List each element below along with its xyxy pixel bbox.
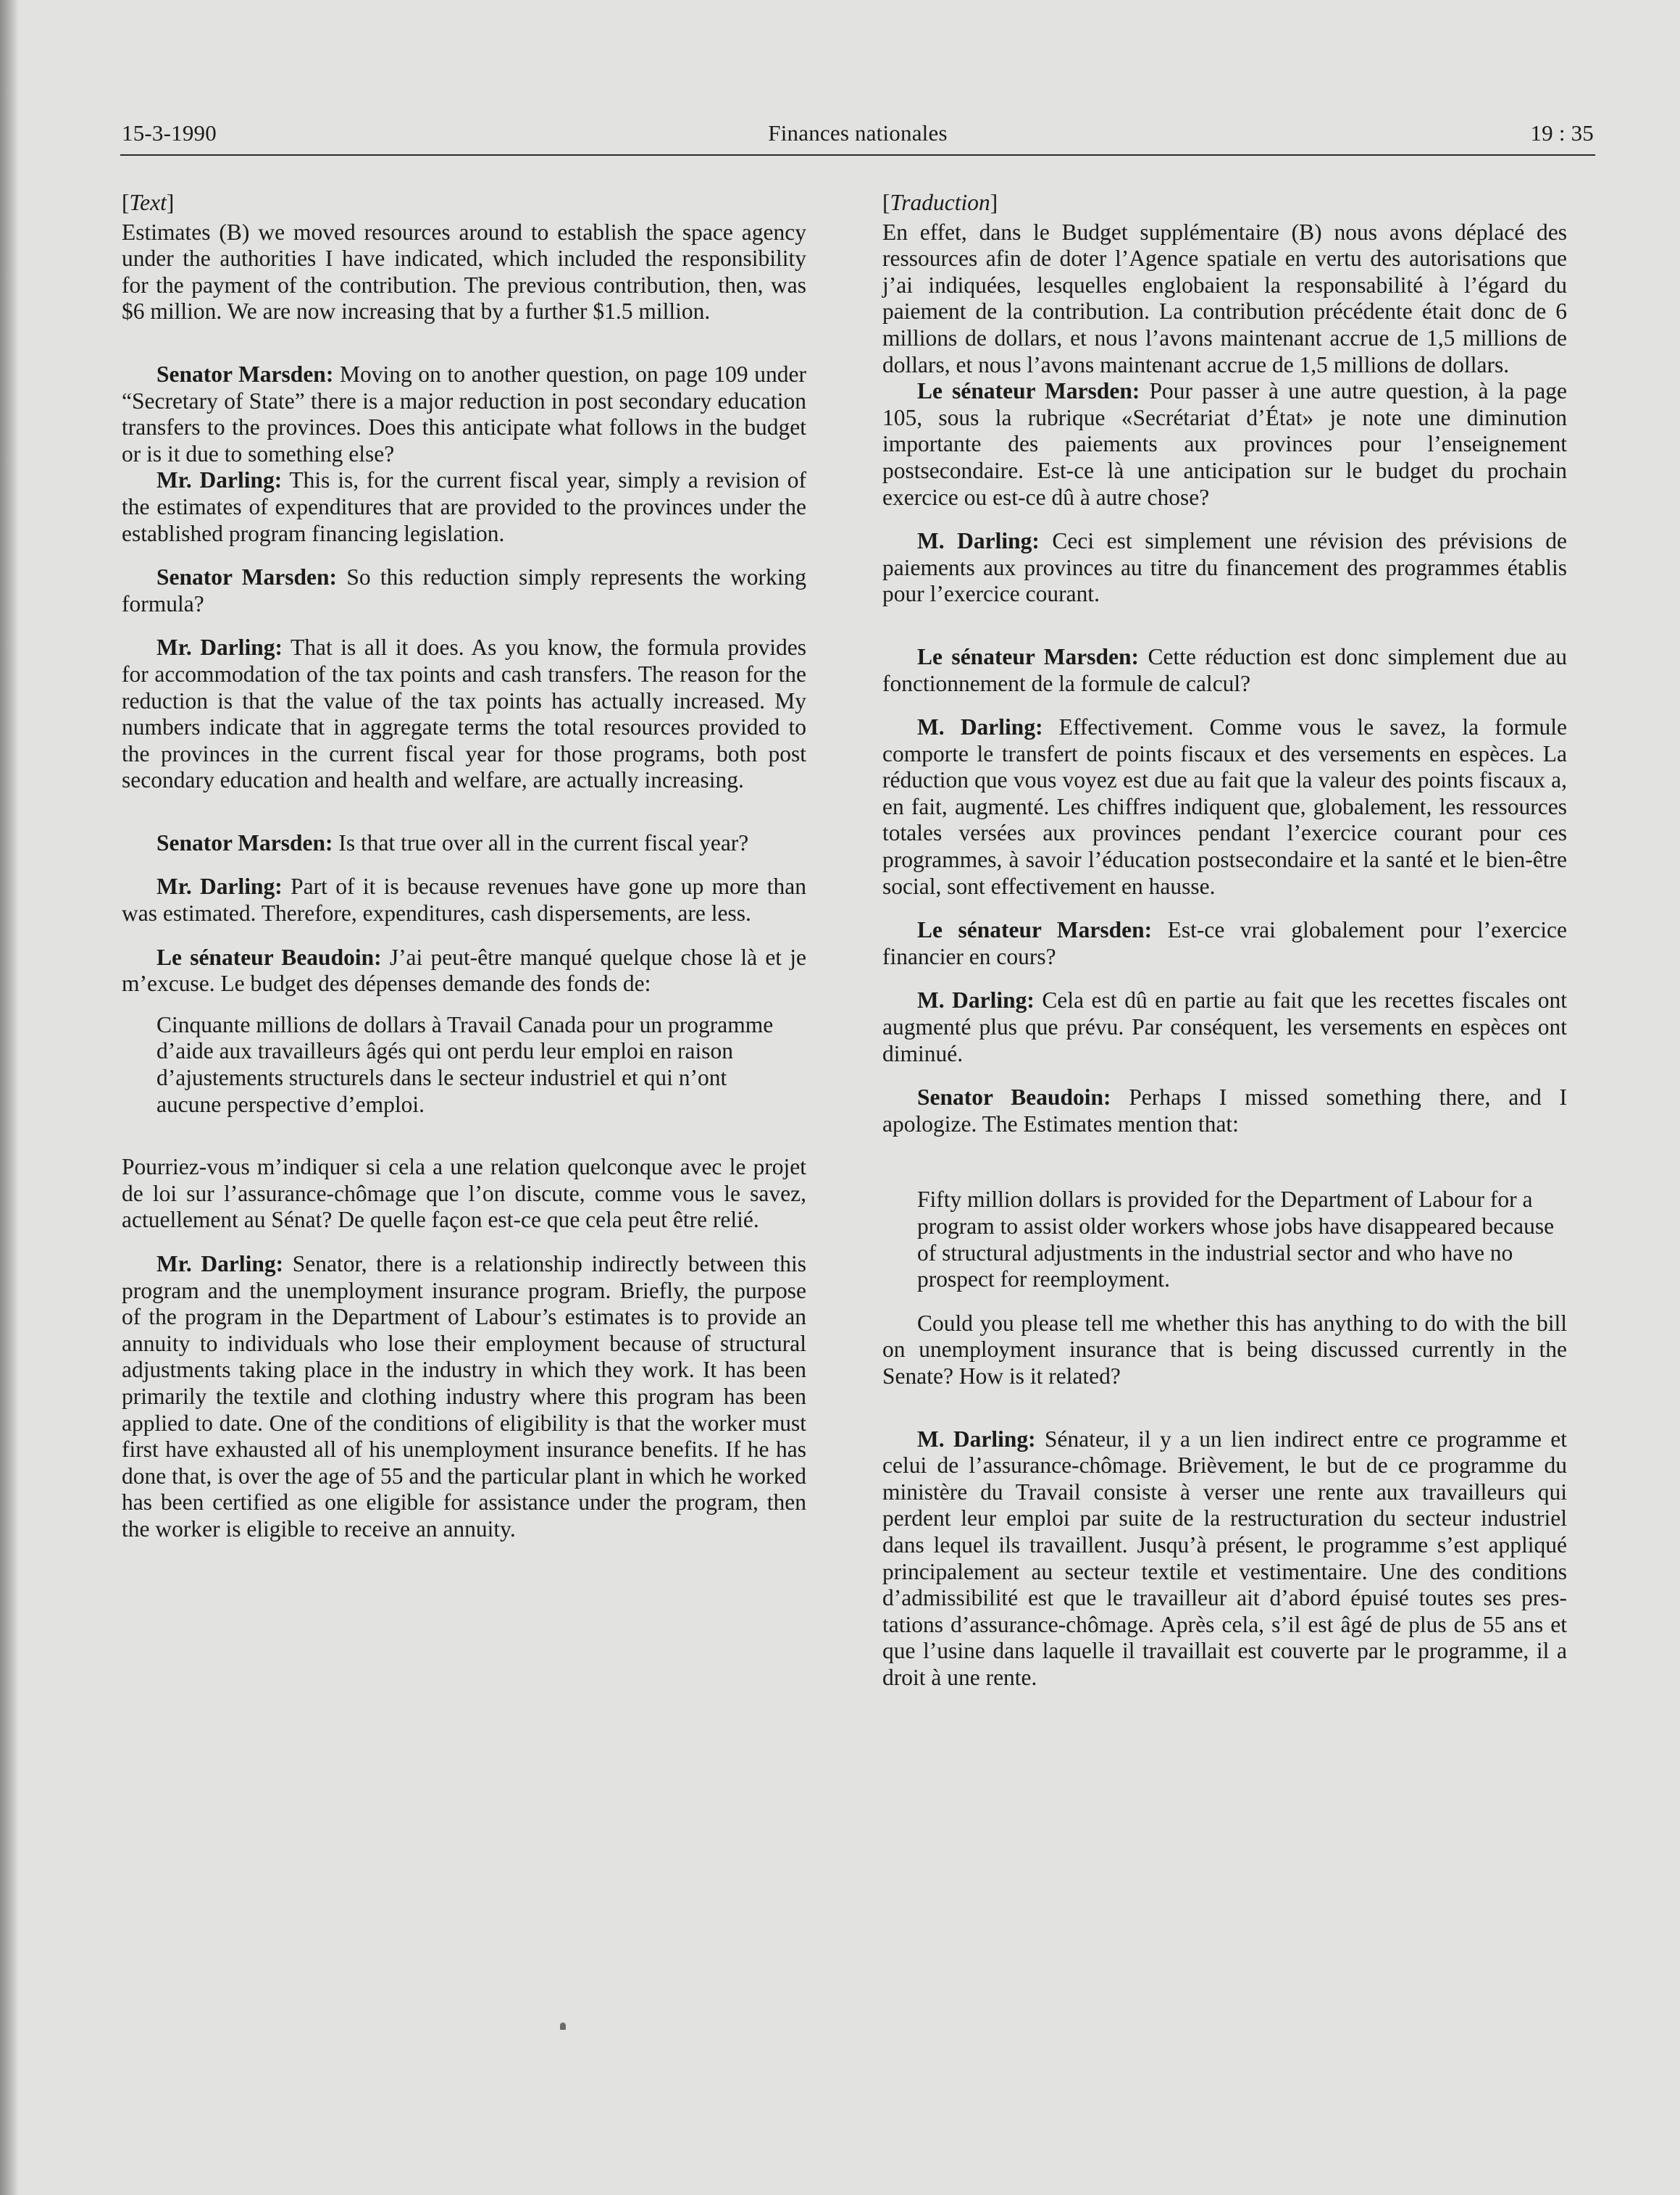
- speaker: M. Darling:: [917, 987, 1035, 1013]
- paragraph-text: Perhaps I missed something there, and I apologize. The Estimates mention that:: [882, 1084, 1567, 1137]
- paragraph: [882, 1426, 1567, 1692]
- paragraph-text: En effet, dans le Budget supplémentaire (B) nous avons déplacé des ressources afin de doter l’Agence spatiale en vertu des autorisations que j’ai indiquées, lesquelles englobaient la responsabilité à l’égard du paiement de la contribution. La contribution précédente était donc de 6 millions de dollars, et nous l’avons maintenant accrue de 1,5 millions de dollars, et nous l’avons maintenant accrue de 1,5 millions de dollars.: [882, 219, 1567, 377]
- speaker: Senator Beaudoin:: [917, 1084, 1111, 1111]
- paragraph: [882, 220, 1567, 379]
- paragraph: [882, 917, 1567, 970]
- speaker: Mr. Darling:: [156, 1251, 284, 1276]
- speaker: Le sénateur Marsden:: [917, 917, 1153, 943]
- header-title: Finances nationales: [768, 120, 948, 146]
- ink-mark: [560, 2023, 566, 2030]
- header-page-number: 19 : 35: [1530, 120, 1594, 146]
- paragraph-text: Ceci est simplement une révision des prévisions de paiements aux provinces au titre du financement des programmes établis pour l’exercice courant.: [882, 528, 1567, 607]
- paragraph-text: Effectivement. Comme vous le savez, la formule comporte le transfert de points fiscaux et des versements en espèces. La réduction que vous voyez est due au fait que la valeur des points fiscaux a, en fait, augmenté. Les chiffres indiquent que, globalement, les ressources totales versées aux provinces pendant l’exercice courant pour ces programmes, à savoir l’éducation postsecondaire et la santé et le bien-être social, sont effectivement en hausse.: [882, 714, 1567, 899]
- speaker: Le sénateur Marsden:: [917, 643, 1140, 669]
- paragraph: [122, 1251, 806, 1543]
- header-rule: [120, 154, 1595, 156]
- speaker: Le sénateur Marsden:: [917, 378, 1140, 404]
- speaker: M. Darling:: [917, 1426, 1036, 1452]
- paragraph-text: Sénateur, il y a un lien indirect entre ce programme et celui de l’assurance-chômage. Brièvement, le but de ce programme du ministère du Travail consiste à verser une rente aux travailleurs qui perdent leur emploi par suite de la restructuration du secteur industriel dans lequel ils travaillent. Jusqu’à présent, le programme s’est appliqué principalement au secteur textile et vestimentaire. Une des conditions d’admissibilité est que le travailleur ait d’abord épuisé toutes ses prestations d’assurance-chômage. Après cela, s’il est âgé de plus de 55 ans et que l’usine dans laquelle il travaillait est couverte par le programme, il a droit à une rente.: [882, 1426, 1567, 1690]
- header-date: 15-3-1990: [122, 120, 217, 146]
- paragraph-text: Est-ce vrai globalement pour l’exercice financier en cours?: [882, 917, 1567, 969]
- page-header: [122, 120, 1594, 155]
- paragraph-text: So this reduction simply represents the working formula?: [122, 564, 806, 616]
- column-tag-text: Text: [129, 190, 167, 215]
- speaker: M. Darling:: [917, 714, 1043, 740]
- paragraph: [122, 635, 806, 794]
- paragraph: [882, 1084, 1567, 1137]
- block-quote: Fifty million dollars is provided for the Department of Labour for a program to assist older workers whose jobs have disappeared because of structural adjustments in the industrial sector and who have no prospect for reemployment.: [917, 1187, 1555, 1292]
- left-column: [122, 190, 806, 1543]
- binding-shadow: [0, 0, 19, 2195]
- paragraph-text: Pour passer à une autre question, à la page 105, sous la rubrique «Secrétariat d’État» je note une diminution importante des paiements aux provinces pour l’enseignement postsecondaire. Est-ce là une anticipation sur le budget du prochain exercice ou est-ce dû à autre chose?: [882, 378, 1567, 510]
- paragraph: [122, 564, 806, 617]
- speaker: Senator Marsden:: [156, 564, 337, 590]
- paragraph: [882, 528, 1567, 608]
- paragraph: [122, 220, 806, 325]
- speaker: Senator Marsden:: [156, 361, 334, 387]
- paragraph: Pourriez-vous m’indiquer si cela a une relation quelconque avec le projet de loi sur l’assurance-chômage que l’on discute, comme vous le savez, actuellement au Sénat? De quelle façon est-ce que cela peut être relié.: [122, 1154, 806, 1233]
- paragraph-text: Cette réduction est donc simplement due au fonctionnement de la formule de calcul?: [882, 643, 1567, 696]
- paragraph-text: This is, for the current fiscal year, simply a revision of the estimates of expenditures that are provided to the provinces under the established program financing legislation.: [122, 467, 806, 546]
- speaker: Mr. Darling:: [156, 467, 283, 493]
- paragraph-text: Is that true over all in the current fiscal year?: [333, 829, 749, 856]
- paragraph-text: J’ai peut-être manqué quelque chose là et je m’excuse. Le budget des dépenses demande des fonds de:: [122, 944, 806, 997]
- paragraph-text: Moving on to another question, on page 109 under “Secretary of State” there is a major reduction in post secondary education transfers to the provinces. Does this anticipate what follows in the budget or is it due to something else?: [122, 361, 806, 467]
- paragraph-text: Cela est dû en partie au fait que les recettes fiscales ont augmenté plus que prévu. Par conséquent, les versements en espèces ont diminué.: [882, 987, 1567, 1066]
- paragraph-text: That is all it does. As you know, the formula provides for accommodation of the tax points and cash transfers. The reason for the reduction is that the value of the tax points has actually increased. My numbers indicate that in aggregate terms the total resources provided to the provinces in the current fiscal year for those programs, both post secondary education and health and welfare, are actually increasing.: [122, 635, 807, 793]
- paragraph: [122, 874, 806, 927]
- speaker: Le sénateur Beaudoin:: [156, 944, 382, 970]
- right-column: [882, 190, 1567, 1692]
- speaker: Mr. Darling:: [156, 874, 283, 900]
- column-tag: [Traduction]: [882, 190, 998, 215]
- paragraph: [122, 945, 806, 998]
- paragraph: [122, 467, 806, 547]
- speaker: M. Darling:: [917, 528, 1040, 554]
- column-tag-text: Traduction: [890, 190, 990, 215]
- speaker: Senator Marsden:: [156, 829, 333, 856]
- paragraph: Could you please tell me whether this has anything to do with the bill on unemployment insurance that is being discussed currently in the Senate? How is it related?: [882, 1310, 1567, 1389]
- paragraph: [882, 378, 1567, 511]
- paragraph: [882, 714, 1567, 900]
- paragraph-text: Senator, there is a relationship indirectly between this program and the unemployment insurance program. Briefly, the purpose of the program in the Department of Labour’s estimates is to provide an annuity to individuals who lose their employment because of structural adjustments taking place in the industry in which they work. It has been primarily the textile and clothing industry where this program has been applied to date. One of the conditions of eligibility is that the worker must first have exhausted all of his unemployment insurance benefits. If he has done that, is over the age of 55 and the particular plant in which he worked has been certified as one eligible for assistance under the program, then the worker is eligible to receive an annuity.: [122, 1251, 806, 1542]
- paragraph: [882, 644, 1567, 697]
- paragraph: [122, 830, 806, 857]
- paragraph-text: Part of it is because revenues have gone up more than was estimated. Therefore, expenditures, cash dispersements, are less.: [122, 874, 806, 927]
- column-tag: [Text]: [122, 190, 175, 215]
- block-quote: Cinquante millions de dollars à Travail Canada pour un programme d’aide aux travailleurs âgés qui ont perdu leur emploi en raison d’ajustements structurels dans le secteur industriel et qui n’ont aucune perspective d’emploi.: [156, 1011, 774, 1117]
- paragraph: [882, 987, 1567, 1067]
- paragraph-text: Estimates (B) we moved resources around to establish the space agency under the authorities I have indicated, which included the responsibility for the payment of the contribution. The previous contribution, then, was $6 million. We are now increasing that by a further $1.5 million.: [122, 219, 806, 325]
- speaker: Mr. Darling:: [156, 635, 283, 661]
- paragraph: [122, 361, 806, 467]
